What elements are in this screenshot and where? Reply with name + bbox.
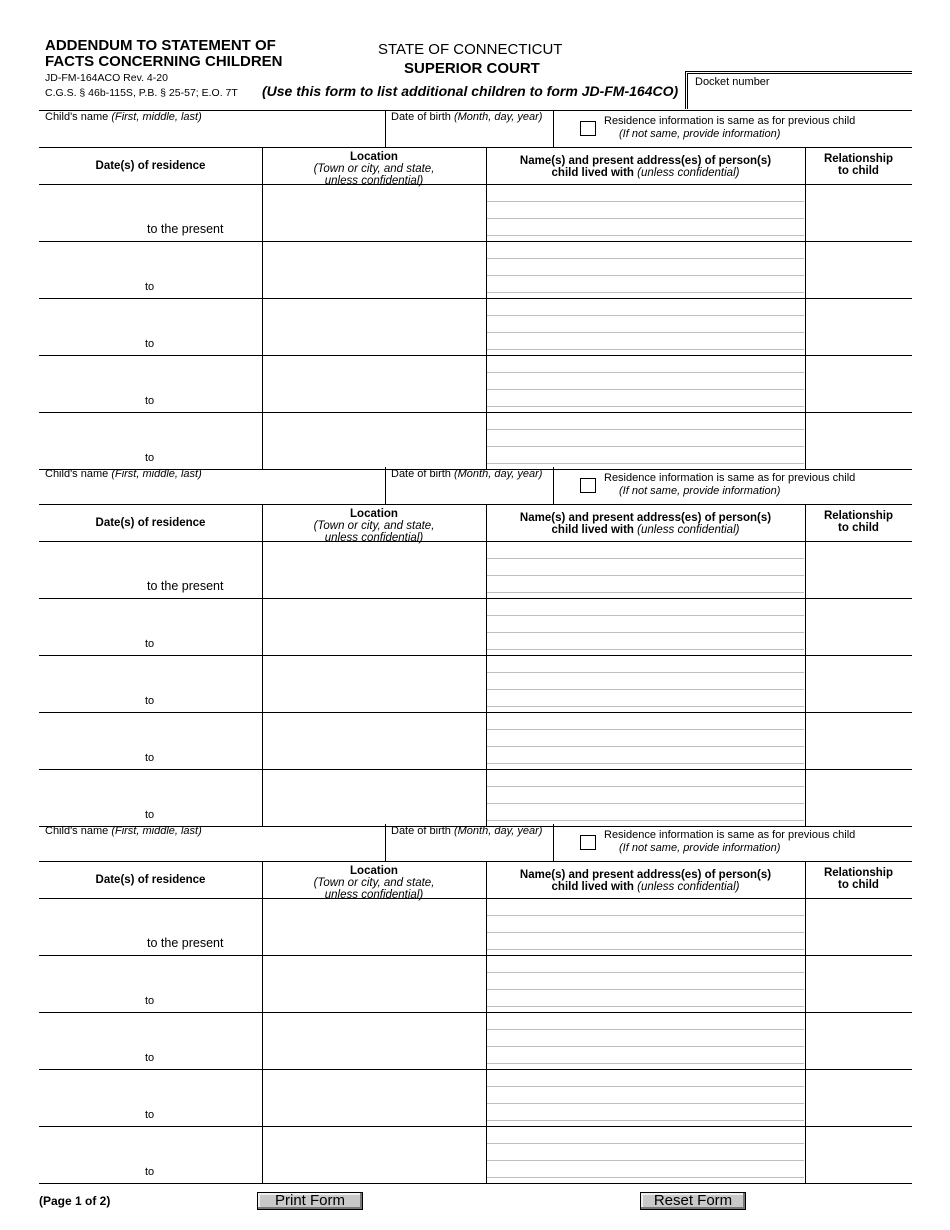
column-header-location-hint: unless confidential) (324, 889, 424, 901)
address-line (487, 1103, 804, 1104)
residence-row (39, 242, 912, 299)
address-line (487, 615, 804, 616)
column-header-dates-label: Date(s) of residence (95, 517, 206, 529)
location-field[interactable] (263, 299, 486, 355)
address-line (487, 1160, 804, 1161)
residence-row (39, 956, 912, 1013)
column-header-relationship-label: to child (838, 165, 879, 177)
address-line (487, 1120, 804, 1121)
relationship-field[interactable] (806, 599, 912, 655)
dates-of-residence-field[interactable] (39, 713, 262, 769)
state-name: STATE OF CONNECTICUT (378, 41, 563, 58)
location-field[interactable] (263, 356, 486, 412)
address-line (487, 463, 804, 464)
print-form-button[interactable]: Print Form (257, 1192, 363, 1210)
column-header-relationship-label: Relationship (823, 510, 893, 522)
divider (553, 110, 554, 148)
address-line (487, 235, 804, 236)
column-header-relationship-label: to child (838, 522, 879, 534)
child-name-label: Child's name (45, 825, 109, 837)
to-the-present-label: to the present (147, 579, 224, 593)
dates-of-residence-field[interactable] (39, 542, 262, 598)
relationship-field[interactable] (806, 299, 912, 355)
address-line (487, 201, 804, 202)
address-line (487, 763, 804, 764)
residence-row (39, 413, 912, 470)
address-line (487, 1046, 804, 1047)
to-label: to (145, 638, 155, 650)
relationship-field[interactable] (806, 770, 912, 826)
residence-row (39, 656, 912, 713)
same-residence-checkbox[interactable] (580, 121, 596, 136)
column-header-names-hint: (unless confidential) (637, 524, 740, 536)
relationship-field[interactable] (806, 899, 912, 955)
address-line (487, 429, 804, 430)
residence-row (39, 599, 912, 656)
to-label: to (145, 1052, 155, 1064)
child-name-hint: (First, middle, last) (111, 468, 202, 480)
person-address-field[interactable] (487, 185, 805, 241)
location-field[interactable] (263, 242, 486, 298)
address-line (487, 575, 804, 576)
address-line (487, 275, 804, 276)
statute-reference: C.G.S. § 46b-115S, P.B. § 25-57; E.O. 7T (45, 87, 238, 99)
address-line (487, 915, 804, 916)
dates-of-residence-field[interactable] (39, 656, 262, 712)
dates-of-residence-field[interactable] (39, 1013, 262, 1069)
dates-of-residence-field[interactable] (39, 770, 262, 826)
person-address-field[interactable] (487, 899, 805, 955)
residence-table-header (39, 505, 912, 542)
column-header-dates-label: Date(s) of residence (95, 160, 206, 172)
column-header-names-hint: (unless confidential) (637, 167, 740, 179)
address-line (487, 729, 804, 730)
child-name-field[interactable] (45, 111, 202, 123)
address-line (487, 372, 804, 373)
child-block (39, 110, 912, 467)
location-field[interactable] (263, 899, 486, 955)
location-field[interactable] (263, 185, 486, 241)
child-name-hint: (First, middle, last) (111, 111, 202, 123)
relationship-field[interactable] (806, 413, 912, 469)
column-header-dates (39, 862, 262, 899)
relationship-field[interactable] (806, 185, 912, 241)
address-line (487, 649, 804, 650)
person-address-field[interactable] (487, 599, 805, 655)
column-header-names-label: Name(s) and present address(es) of person(s) (519, 155, 772, 167)
same-residence-text (604, 829, 904, 855)
date-of-birth-hint: (Month, day, year) (453, 825, 543, 837)
location-field[interactable] (263, 713, 486, 769)
column-header-names (486, 148, 805, 185)
child-name-hint: (First, middle, last) (111, 825, 202, 837)
location-field[interactable] (263, 770, 486, 826)
column-header-location-hint: (Town or city, and state, (313, 520, 435, 532)
column-header-names-label: child lived with (551, 524, 634, 536)
address-line (487, 315, 804, 316)
address-line (487, 558, 804, 559)
relationship-field[interactable] (806, 242, 912, 298)
dates-of-residence-field[interactable] (39, 956, 262, 1012)
person-address-field[interactable] (487, 542, 805, 598)
relationship-field[interactable] (806, 1127, 912, 1183)
to-label: to (145, 995, 155, 1007)
residence-row (39, 1127, 912, 1184)
dates-of-residence-field[interactable] (39, 1070, 262, 1126)
person-address-field[interactable] (487, 299, 805, 355)
dates-of-residence-field[interactable] (39, 242, 262, 298)
relationship-field[interactable] (806, 656, 912, 712)
to-label: to (145, 695, 155, 707)
relationship-field[interactable] (806, 956, 912, 1012)
court-name: SUPERIOR COURT (404, 60, 540, 77)
residence-row (39, 1070, 912, 1127)
residence-row (39, 299, 912, 356)
same-residence-hint: (If not same, provide information) (619, 842, 781, 854)
person-address-field[interactable] (487, 656, 805, 712)
date-of-birth-field[interactable] (391, 468, 542, 480)
dates-of-residence-field[interactable] (39, 356, 262, 412)
location-field[interactable] (263, 656, 486, 712)
column-header-dates (39, 505, 262, 542)
location-field[interactable] (263, 599, 486, 655)
divider (553, 824, 554, 862)
same-residence-label: Residence information is same as for previous child (604, 829, 856, 841)
address-line (487, 820, 804, 821)
to-the-present-label: to the present (147, 222, 224, 236)
relationship-field[interactable] (806, 356, 912, 412)
page-number: (Page 1 of 2) (39, 1194, 111, 1208)
address-line (487, 689, 804, 690)
date-of-birth-field[interactable] (391, 111, 542, 123)
location-field[interactable] (263, 1127, 486, 1183)
same-residence-label: Residence information is same as for previous child (604, 115, 856, 127)
column-header-relationship-label: Relationship (823, 153, 893, 165)
child-block (39, 824, 912, 1181)
address-line (487, 1006, 804, 1007)
same-residence-text (604, 115, 904, 141)
form-title-line2: FACTS CONCERNING CHILDREN (45, 53, 283, 70)
residence-row (39, 185, 912, 242)
address-line (487, 1177, 804, 1178)
same-residence-hint: (If not same, provide information) (619, 485, 781, 497)
date-of-birth-field[interactable] (391, 825, 542, 837)
column-header-names-label: child lived with (551, 881, 634, 893)
address-line (487, 389, 804, 390)
docket-number-label: Docket number (695, 76, 770, 88)
address-line (487, 706, 804, 707)
residence-row (39, 356, 912, 413)
column-header-relationship (805, 505, 912, 542)
date-of-birth-label: Date of birth (391, 468, 451, 480)
location-field[interactable] (263, 542, 486, 598)
residence-table-header (39, 862, 912, 899)
date-of-birth-label: Date of birth (391, 111, 451, 123)
to-label: to (145, 1109, 155, 1121)
location-field[interactable] (263, 1070, 486, 1126)
form-title (45, 38, 345, 70)
relationship-field[interactable] (806, 1013, 912, 1069)
person-address-field[interactable] (487, 713, 805, 769)
address-line (487, 1063, 804, 1064)
column-header-relationship (805, 862, 912, 899)
person-address-field[interactable] (487, 956, 805, 1012)
divider (385, 467, 386, 505)
same-residence-checkbox[interactable] (580, 478, 596, 493)
to-label: to (145, 809, 155, 821)
column-header-location (262, 862, 486, 899)
form-instruction: (Use this form to list additional children to form JD-FM-164CO) (262, 83, 679, 99)
residence-row (39, 713, 912, 770)
divider (553, 467, 554, 505)
dates-of-residence-field[interactable] (39, 185, 262, 241)
child-info-row (39, 110, 912, 148)
child-block (39, 467, 912, 824)
address-line (487, 446, 804, 447)
address-line (487, 746, 804, 747)
column-header-location-hint: (Town or city, and state, (313, 163, 435, 175)
person-address-field[interactable] (487, 242, 805, 298)
address-line (487, 672, 804, 673)
address-line (487, 258, 804, 259)
person-address-field[interactable] (487, 356, 805, 412)
column-header-location-label: Location (350, 865, 398, 877)
child-info-row (39, 824, 912, 862)
relationship-field[interactable] (806, 713, 912, 769)
column-header-location-hint: (Town or city, and state, (313, 877, 435, 889)
column-header-names-label: child lived with (551, 167, 634, 179)
address-line (487, 949, 804, 950)
dates-of-residence-field[interactable] (39, 599, 262, 655)
dates-of-residence-field[interactable] (39, 413, 262, 469)
column-header-location (262, 505, 486, 542)
address-line (487, 349, 804, 350)
residence-row (39, 770, 912, 827)
person-address-field[interactable] (487, 413, 805, 469)
address-line (487, 332, 804, 333)
address-line (487, 406, 804, 407)
column-header-relationship (805, 148, 912, 185)
to-the-present-label: to the present (147, 936, 224, 950)
address-line (487, 1143, 804, 1144)
relationship-field[interactable] (806, 1070, 912, 1126)
address-line (487, 292, 804, 293)
address-line (487, 932, 804, 933)
dates-of-residence-field[interactable] (39, 899, 262, 955)
relationship-field[interactable] (806, 542, 912, 598)
dates-of-residence-field[interactable] (39, 299, 262, 355)
column-header-names-hint: (unless confidential) (637, 881, 740, 893)
to-label: to (145, 281, 155, 293)
date-of-birth-hint: (Month, day, year) (453, 111, 543, 123)
column-header-location-hint: unless confidential) (324, 175, 424, 187)
divider (385, 110, 386, 148)
column-header-names-label: Name(s) and present address(es) of person(s) (519, 512, 772, 524)
date-of-birth-hint: (Month, day, year) (453, 468, 543, 480)
reset-form-button[interactable]: Reset Form (640, 1192, 746, 1210)
form-number: JD-FM-164ACO Rev. 4-20 (45, 72, 168, 84)
address-line (487, 592, 804, 593)
location-field[interactable] (263, 956, 486, 1012)
address-line (487, 218, 804, 219)
residence-row (39, 899, 912, 956)
location-field[interactable] (263, 1013, 486, 1069)
person-address-field[interactable] (487, 1127, 805, 1183)
column-header-relationship-label: to child (838, 879, 879, 891)
child-name-label: Child's name (45, 468, 109, 480)
column-header-location-label: Location (350, 151, 398, 163)
child-name-field[interactable] (45, 825, 202, 837)
column-header-location-label: Location (350, 508, 398, 520)
column-header-location-hint: unless confidential) (324, 532, 424, 544)
form-title-line1: ADDENDUM TO STATEMENT OF (45, 37, 276, 54)
column-header-relationship-label: Relationship (823, 867, 893, 879)
column-header-dates-label: Date(s) of residence (95, 874, 206, 886)
address-line (487, 786, 804, 787)
same-residence-checkbox[interactable] (580, 835, 596, 850)
address-line (487, 972, 804, 973)
residence-table-header (39, 148, 912, 185)
child-info-row (39, 467, 912, 505)
to-label: to (145, 1166, 155, 1178)
address-line (487, 803, 804, 804)
same-residence-text (604, 472, 904, 498)
address-line (487, 989, 804, 990)
same-residence-label: Residence information is same as for previous child (604, 472, 856, 484)
person-address-field[interactable] (487, 1070, 805, 1126)
docket-number-field[interactable] (685, 71, 912, 109)
column-header-dates (39, 148, 262, 185)
column-header-names (486, 862, 805, 899)
to-label: to (145, 395, 155, 407)
address-line (487, 1029, 804, 1030)
person-address-field[interactable] (487, 770, 805, 826)
to-label: to (145, 338, 155, 350)
same-residence-hint: (If not same, provide information) (619, 128, 781, 140)
person-address-field[interactable] (487, 1013, 805, 1069)
residence-row (39, 542, 912, 599)
child-name-label: Child's name (45, 111, 109, 123)
to-label: to (145, 452, 155, 464)
residence-row (39, 1013, 912, 1070)
dates-of-residence-field[interactable] (39, 1127, 262, 1183)
address-line (487, 1086, 804, 1087)
address-line (487, 632, 804, 633)
to-label: to (145, 752, 155, 764)
divider (385, 824, 386, 862)
column-header-names-label: Name(s) and present address(es) of person(s) (519, 869, 772, 881)
location-field[interactable] (263, 413, 486, 469)
column-header-location (262, 148, 486, 185)
column-header-names (486, 505, 805, 542)
child-name-field[interactable] (45, 468, 202, 480)
date-of-birth-label: Date of birth (391, 825, 451, 837)
